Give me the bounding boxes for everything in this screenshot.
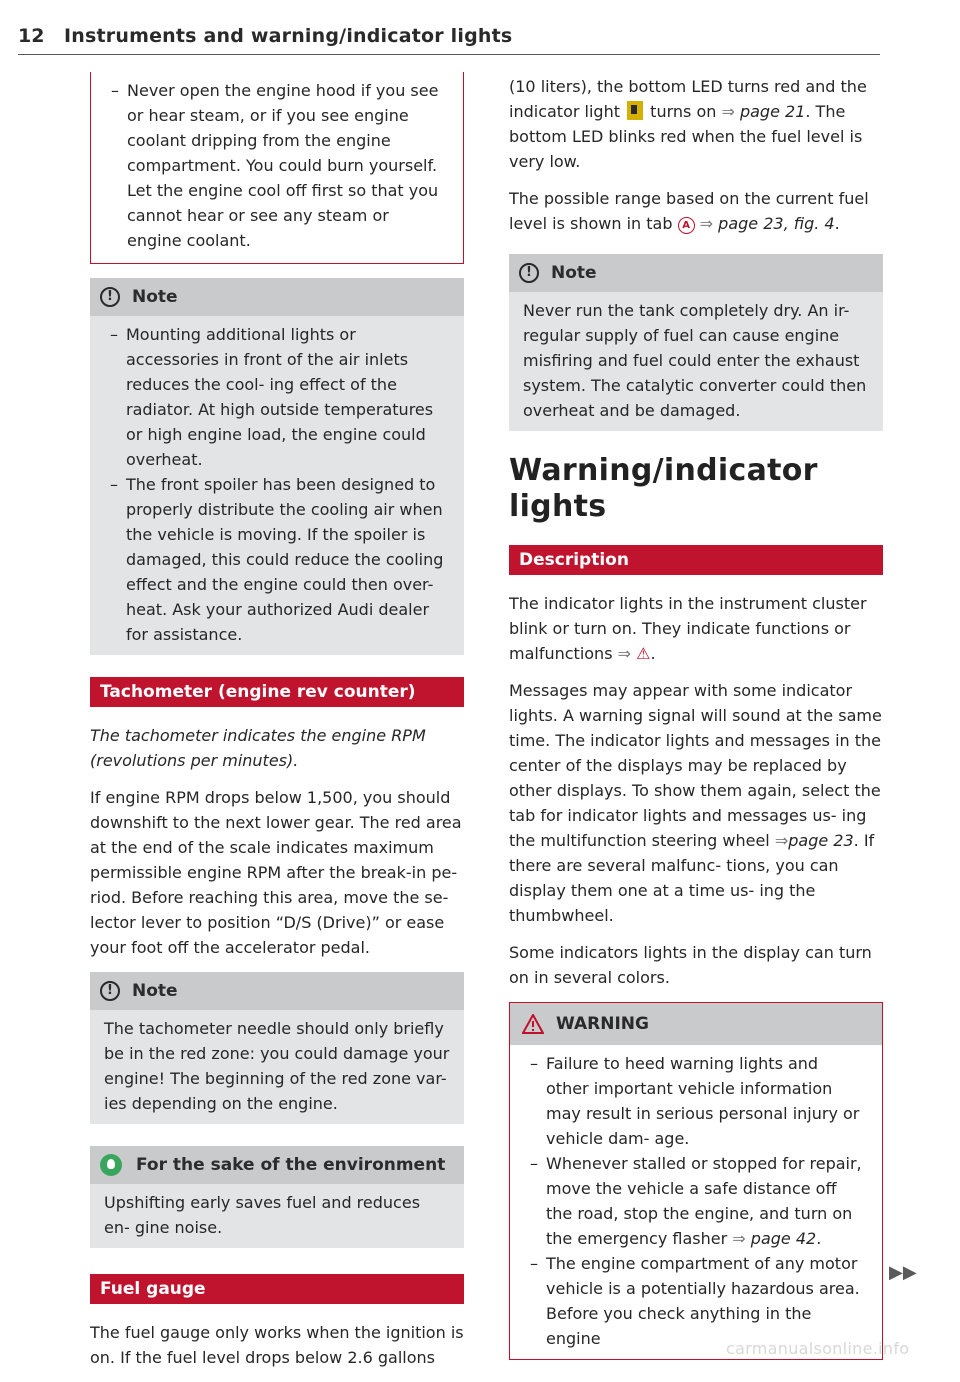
tach-intro: The tachometer indicates the engine RPM (revolutions per minutes).	[90, 726, 426, 770]
page-link[interactable]: page 23, fig. 4	[718, 214, 835, 233]
environment-title: For the sake of the environment	[136, 1154, 446, 1175]
left-column	[90, 74, 464, 1382]
info-icon: !	[100, 287, 120, 307]
note-body: Never run the tank completely dry. An ir- regular supply of fuel can cause engine misfiring and fuel could enter the exhaust system. The catalytic converter could then overheat and be damaged.	[523, 301, 867, 420]
environment-body: Upshifting early saves fuel and reduces en- gine noise.	[104, 1193, 421, 1237]
note-header	[90, 972, 464, 1010]
note-box	[90, 972, 464, 1124]
warning-box	[509, 1002, 883, 1360]
warning-triangle-icon	[522, 1014, 544, 1034]
note-item: – Mounting additional lights or accessories in front of the air inlets reduces the cool- ing effect of the radiator. At high outside temperatures or high engine load, the engine could overheat.	[104, 322, 450, 472]
arrow-icon: ⇒	[699, 214, 714, 233]
info-icon: !	[100, 981, 120, 1001]
note-title: Note	[132, 980, 178, 1001]
note-title: Note	[551, 262, 597, 283]
note-header	[90, 278, 464, 316]
desc-paragraph-1: The indicator lights in the instrument cluster blink or turn on. They indicate functions or malfunctions ⇒ ⚠.	[509, 594, 867, 663]
note-item: – The front spoiler has been designed to properly distribute the cooling air when the vehicle is moving. If the spoiler is damaged, this could reduce the cooling effect and the engine could then over- heat. Ask your authorized Audi dealer for assistance.	[104, 472, 450, 647]
warning-item: – Never open the engine hood if you see or hear steam, or if you see engine coolant dripping from the engine compartment. You could burn yourself. Let the engine cool off first so that you cannot hear or see any steam or engine coolant.	[105, 78, 445, 253]
watermark: carmanualsonline.info	[726, 1339, 910, 1358]
note-body: The tachometer needle should only briefly be in the red zone: you could damage your engine! The beginning of the red zone var- ies depending on the engine.	[104, 1019, 450, 1113]
warning-continued-box	[90, 72, 464, 264]
range-paragraph: The possible range based on the current fuel level is shown in tab A ⇒ page 23, fig. 4.	[509, 189, 869, 233]
section-heading-tachometer: Tachometer (engine rev counter)	[90, 677, 464, 707]
environment-icon	[100, 1154, 122, 1176]
warning-item: – The engine compartment of any motor vehicle is a potentially hazardous area. Before you check anything in the engine	[524, 1251, 864, 1351]
section-heading-description: Description	[509, 545, 883, 575]
note-box	[509, 254, 883, 431]
page-link[interactable]: page 42	[750, 1229, 817, 1248]
environment-header	[90, 1146, 464, 1184]
warning-triangle-icon: ⚠	[636, 644, 651, 663]
page-header	[18, 18, 880, 55]
page-link[interactable]: page 21	[739, 102, 806, 121]
arrow-icon: ⇒	[721, 102, 735, 121]
fuel-indicator-icon	[627, 101, 643, 120]
tab-marker: A	[678, 217, 695, 234]
note-title: Note	[132, 286, 178, 307]
desc-paragraph-3: Some indicators lights in the display can turn on in several colors.	[509, 943, 872, 987]
fuel-body: The fuel gauge only works when the ignition is on. If the fuel level drops below 2.6 gallons	[90, 1323, 464, 1367]
continue-arrow-icon: ▶▶	[889, 1262, 917, 1283]
fuel-continued: (10 liters), the bottom LED turns red and the indicator light turns on ⇒ page 21. The bottom LED blinks red when the fuel level is very low.	[509, 77, 867, 171]
page-number: 12	[18, 25, 45, 47]
arrow-icon: ⇒	[732, 1229, 746, 1248]
tach-body: If engine RPM drops below 1,500, you should downshift to the next lower gear. The red area at the end of the scale indicates maximum permissible engine RPM after the break-in pe- riod. Before reaching this area, move the se- lector lever to position “D/S (Drive)” or ease your foot off the accelerator pedal.	[90, 788, 462, 957]
arrow-icon: ⇒	[774, 831, 789, 850]
info-icon: !	[519, 263, 539, 283]
arrow-icon: ⇒	[617, 644, 632, 663]
running-title: Instruments and warning/indicator lights	[64, 25, 513, 47]
warning-item: – Failure to heed warning lights and other important vehicle information may result in serious personal injury or vehicle dam- age.	[524, 1051, 864, 1151]
warning-title: WARNING	[556, 1013, 649, 1034]
section-heading-fuel-gauge: Fuel gauge	[90, 1274, 464, 1304]
warning-item: – Whenever stalled or stopped for repair, move the vehicle a safe distance off the road, stop the engine, and turn on the emergency flasher ⇒ page 42.	[524, 1151, 864, 1251]
warning-header	[510, 1003, 882, 1045]
page-link[interactable]: page 23	[788, 831, 854, 850]
main-heading: Warning/indicator lights	[509, 453, 818, 524]
right-column	[509, 74, 883, 1360]
desc-paragraph-2: Messages may appear with some indicator lights. A warning signal will sound at the same time. The indicator lights and messages in the center of the displays may be replaced by other displays. To show them again, select the tab for indicator lights and messages us- ing the multifunction steering wheel ⇒page 23. If there are several malfunc- tions, you can display them one at a time us- ing the thumbwheel.	[509, 681, 882, 925]
note-header	[509, 254, 883, 292]
environment-box	[90, 1146, 464, 1248]
note-box	[90, 278, 464, 655]
